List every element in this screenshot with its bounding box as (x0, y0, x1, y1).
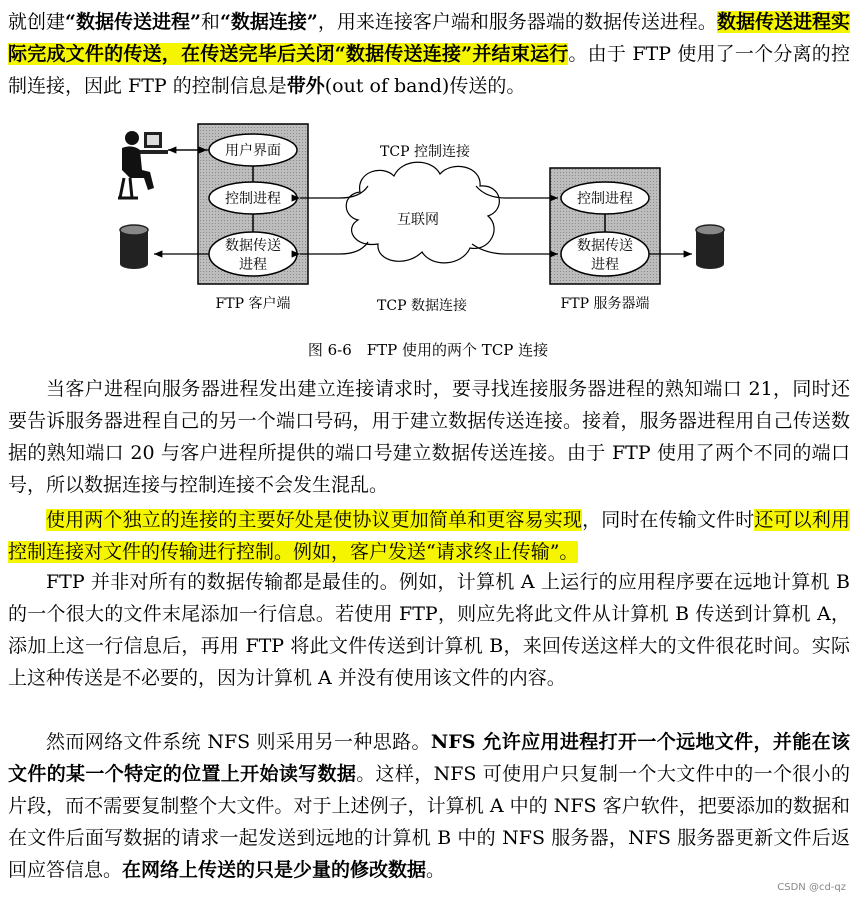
ftp-diagram (110, 112, 746, 324)
text: ，用来连接客户端和服务器端的数据传送进程。 (317, 11, 717, 33)
highlighted-text: 还可以利用控制连接对文件的传输进行控制。例如，客户发送“请求终止传输”。 (8, 509, 850, 563)
highlighted-text: 使用两个独立的连接的主要好处是使协议更加简单和更容易实现 (46, 509, 583, 531)
client-data-label-1: 数据传送 (225, 238, 281, 254)
server-data-label-2: 进程 (591, 257, 619, 273)
text: 和 (200, 11, 220, 33)
bold-text: “数据传送进程” (65, 11, 201, 33)
bold-text: 带外 (286, 75, 325, 97)
text: 。由于 FTP 使用了一个分离的控制连接，因此 FTP 的控制信息是 (8, 43, 850, 97)
internet-label: 互联网 (397, 212, 439, 228)
bold-text: NFS 允许应用进程打开一个远地文件，并能在该文件的某一个特定的位置上开始读写数据 (8, 731, 850, 785)
bold-text: “数据连接” (219, 11, 318, 33)
server-database-icon (696, 225, 724, 269)
text: ，同时在传输文件时 (582, 509, 755, 531)
paragraph-benefits (8, 504, 850, 568)
bold-text: 在网络上传送的只是少量的修改数据 (122, 859, 427, 881)
figure-caption: 图 6-6 FTP 使用的两个 TCP 连接 (307, 341, 549, 359)
text: 就创建 (8, 11, 66, 33)
user-at-computer-icon (118, 131, 168, 198)
client-control-label: 控制进程 (225, 191, 281, 207)
paragraph-intro (8, 6, 850, 102)
paragraph-ftp-limitation: FTP 并非对所有的数据传输都是最佳的。例如，计算机 A 上运行的应用程序要在远地计算机 B 的一个很大的文件末尾添加一行信息。若使用 FTP，则应先将此文件从计算机 B 传送到计算机 A，添加上这一行信息后，再用 FTP 将此文件传送到计算机 B，来回传送这样大的文件很花时间。实际上这种传送是不必要的，因为计算机 A 并没有使用该文件的内容。 (8, 571, 850, 689)
text: (out of band)传送的。 (324, 75, 526, 97)
paragraph-nfs (8, 726, 850, 886)
highlighted-text: 数据传送进程实际完成文件的传送，在传送完毕后关闭“数据传送连接”并结束运行 (8, 11, 850, 65)
text: 然而网络文件系统 NFS 则采用另一种思路。 (46, 731, 431, 753)
server-data-label-1: 数据传送 (577, 238, 633, 254)
text: 。 (426, 859, 446, 881)
client-data-label-2: 进程 (239, 257, 267, 273)
server-control-label: 控制进程 (577, 191, 633, 207)
client-database-icon (120, 225, 148, 269)
tcp-control-label: TCP 控制连接 (380, 144, 470, 160)
text: 。这样，NFS 可使用户只复制一个大文件中的一个很小的片段，而不需要复制整个大文件。对于上述例子，计算机 A 中的 NFS 客户软件，把要添加的数据和在文件后面写数据的请求一起发送到远地的计算机 B 中的 NFS 服务器，NFS 服务器更新文件后返回应答信息。 (8, 763, 850, 881)
paragraph-ports: 当客户进程向服务器进程发出建立连接请求时，要寻找连接服务器进程的熟知端口 21，同时还要告诉服务器进程自己的另一个端口号码，用于建立数据传送连接。接着，服务器进程用自己传送数据的熟知端口 20 与客户进程所提供的端口号建立数据传送连接。由于 FTP 使用了两个不同的端口号，所以数据连接与控制连接不会发生混乱。 (8, 378, 850, 496)
client-label: FTP 客户端 (215, 296, 291, 312)
user-interface-label: 用户界面 (225, 143, 281, 159)
watermark: CSDN @cd-qz (777, 882, 846, 893)
tcp-data-label: TCP 数据连接 (377, 298, 467, 314)
server-label: FTP 服务器端 (560, 296, 650, 312)
